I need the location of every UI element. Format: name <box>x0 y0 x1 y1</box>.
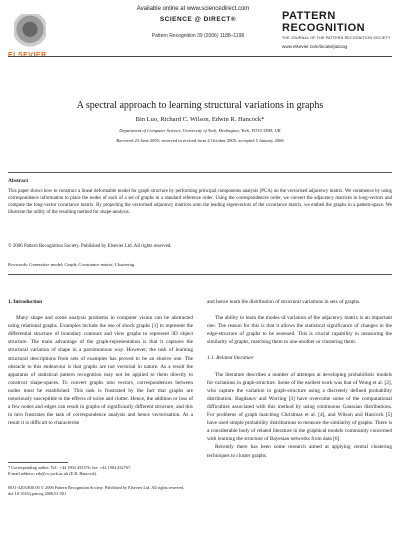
journal-title-line2: RECOGNITION <box>282 22 366 34</box>
intro-paragraph-2: The ability to learn the modes of variation of the adjacency matrix is an important one. The reason for this is that it allows the statistical significance of changes in the edge-structure of graphs to be assessed. This is crucial capability in measuring the similarity of graphs, matching them to one-another or clustering them. <box>207 315 392 346</box>
footnote-divider <box>8 462 68 463</box>
available-online: Available online at www.sciencedirect.com <box>136 6 250 12</box>
article-authors: Bin Luo, Richard C. Wilson, Edwin R. Hancock* <box>135 116 265 123</box>
body-column-left <box>8 298 193 427</box>
footnote-corresponding-author: * Corresponding author. Tel.: +44 1904 433376; fax: +44 1904 432767. <box>8 465 132 470</box>
page-footer <box>8 485 392 497</box>
body-column-right <box>207 298 392 460</box>
footer-doi: doi:10.1016/j.patcog.2006.01.001 <box>8 491 67 496</box>
article-received-dates: Received 23 June 2005; received in revised form 4 October 2005; accepted 5 January 2006 <box>116 138 284 143</box>
journal-header <box>8 6 392 90</box>
article-title: A spectral approach to learning structural variations in graphs <box>76 100 324 111</box>
section-heading-introduction: 1. Introduction <box>8 299 43 305</box>
abstract-heading: Abstract <box>8 178 29 184</box>
journal-url: www.elsevier.com/locate/patcog <box>282 44 348 49</box>
sciencedirect-logo: SCIENCE @ DIRECT® <box>159 16 237 23</box>
elsevier-logo <box>8 14 52 58</box>
elsevier-tree-icon <box>14 14 46 48</box>
literature-paragraph-2: Recently there has been some research aimed at applying central clustering techniques to cluster graphs. <box>207 444 392 459</box>
journal-title-line1: PATTERN <box>282 10 336 22</box>
subsection-heading-related-literature: 1.1. Related literature <box>207 355 254 362</box>
literature-paragraph-1: The literature describes a number of attempts at developing probabilistic models for variations in graph-structure. Some of the earliest work was that of Wong et al. [2], who capture the variation in graph-structure using a discretely defined probability distribution. Bagdanov and Worring [3] have overcome some of the computational difficulties associated with this method by using continuous Gaussian distributions. For problems of graph matching Christmas et al. [4], and Wilson and Hancock [5] have used simple probability distributions to measure the similarity of graphs. There is a considerable body of related literature in the graphical models community concerned with learning the structure of Bayesian networks from data [6]. <box>207 371 392 443</box>
footnote-email: E-mail address: erh@cs.york.ac.uk (E.R. Hancock). <box>8 471 98 476</box>
journal-subtitle: THE JOURNAL OF THE PATTERN RECOGNITION SOCIETY <box>282 36 391 40</box>
article-affiliation: Department of Computer Science, University of York, Heslington, York, YO10 5DD, UK <box>119 128 281 133</box>
abstract-bottom-divider <box>8 274 392 275</box>
journal-reference: Pattern Recognition 39 (2006) 1188–1198 <box>151 33 245 39</box>
footnote <box>8 465 193 477</box>
intro-paragraph-continued: and hence learn the distribution of structural variations in sets of graphs. <box>207 299 361 305</box>
journal-title <box>282 10 392 34</box>
footer-issn: 0031-3203/$30.00 © 2006 Pattern Recognition Society. Published by Elsevier Ltd. All rights reserved. <box>8 485 185 490</box>
intro-paragraph-1: Many shape and scene analysis problems in computer vision can be abstracted using relational graphs. Examples include the use of shock graphs [1] to represent the differential structure of boundary contours and view graphs to represent 3D object structure. The main advantage of the graph-representation is that it captures the structural variation of shape in a parsimonious way. However, the task of learning structural descriptions from sets of examples has proved to be an elusive one. The obstacle to this endeavour is that graphs are not vectorial in nature. As a result the apparatus of statistical pattern recognition may not be applied to them directly to construct shape-spaces. To convert graphs into vectors, correspondences between nodes must be established. This task is frustrated by the fact that graphs are notoriously susceptible to the effects of noise and clutter. Hence, the addition or loss of a few nodes and edges can result in graphs of significantly different structure, and this in turn frustrates the task of correspondence analysis and hence vectorisation. As a result it is difficult to characterise <box>8 315 193 427</box>
abstract-text: This paper shows how to construct a linear deformable model for graph structure by performing principal components analysis (PCA) on the vectorised adjacency matrix. We commence by using correspondence information to place the nodes of each of a set of graphs in a standard reference order. Using the correspondences order, we convert the adjacency matrices to long-vectors and compute the long-vector covariance matrix. By projecting the vectorised adjacency matrices onto the leading eigenvectors of the covariance matrix, we embed the graphs in a pattern-space. We illustrate the utility of the resulting method for shape-analysis. <box>8 189 392 215</box>
abstract-top-divider <box>8 172 392 173</box>
abstract-copyright: © 2006 Pattern Recognition Society. Published by Elsevier Ltd. All rights reserved. <box>8 244 172 249</box>
keywords: Keywords: Generative model; Graph; Covariance matrix; Clustering <box>8 262 135 267</box>
header-divider <box>8 56 392 57</box>
